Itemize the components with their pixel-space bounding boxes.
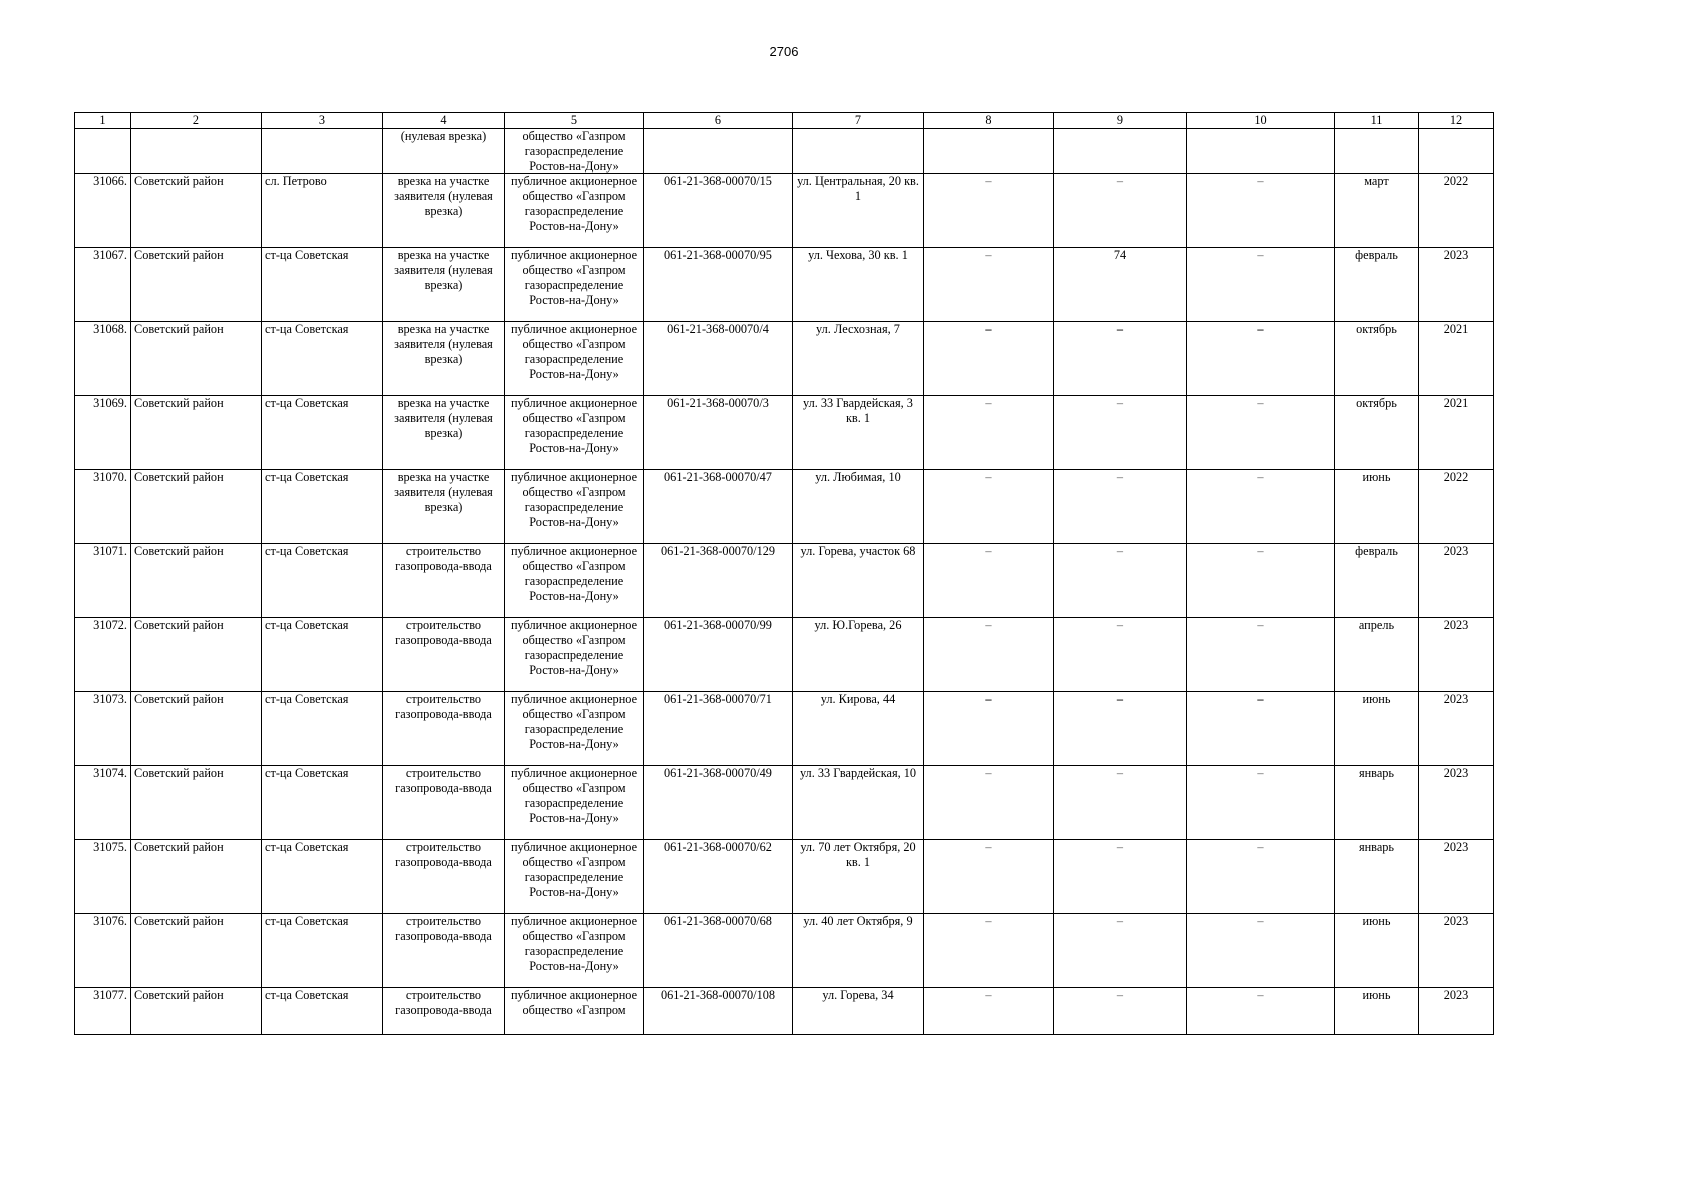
- column-number-12: 12: [1419, 113, 1494, 129]
- cell-col8: –: [924, 766, 1054, 840]
- cell-col9: 74: [1054, 248, 1187, 322]
- cell-col8: –: [924, 914, 1054, 988]
- table-body: [75, 129, 1494, 1035]
- cell-district: Советский район: [131, 988, 262, 1035]
- cell-col10: –: [1187, 544, 1335, 618]
- cell-year: 2023: [1419, 988, 1494, 1035]
- cell-col8: –: [924, 692, 1054, 766]
- cell-address: ул. 40 лет Октября, 9: [793, 914, 924, 988]
- cell-work: строительство газопровода-ввода: [383, 840, 505, 914]
- cell-org: публичное акционерное общество «Газпром: [505, 988, 644, 1035]
- cell-col8: –: [924, 544, 1054, 618]
- cell-locality: ст-ца Советская: [262, 692, 383, 766]
- column-number-4: 4: [383, 113, 505, 129]
- cell-num: 31072.: [75, 618, 131, 692]
- cell-code: 061-21-368-00070/15: [644, 174, 793, 248]
- cell-district: Советский район: [131, 322, 262, 396]
- cell-col10: [1187, 129, 1335, 174]
- cell-locality: ст-ца Советская: [262, 248, 383, 322]
- cell-num: 31074.: [75, 766, 131, 840]
- column-number-9: 9: [1054, 113, 1187, 129]
- column-number-5: 5: [505, 113, 644, 129]
- cell-month: июнь: [1335, 914, 1419, 988]
- cell-locality: ст-ца Советская: [262, 618, 383, 692]
- column-number-8: 8: [924, 113, 1054, 129]
- cell-org: публичное акционерное общество «Газпром газораспределение Ростов-на-Дону»: [505, 470, 644, 544]
- cell-col8: [924, 129, 1054, 174]
- cell-locality: ст-ца Советская: [262, 766, 383, 840]
- cell-address: ул. Лесхозная, 7: [793, 322, 924, 396]
- table-row: [75, 174, 1494, 248]
- table-row: [75, 692, 1494, 766]
- cell-district: Советский район: [131, 840, 262, 914]
- cell-work: строительство газопровода-ввода: [383, 544, 505, 618]
- cell-month: март: [1335, 174, 1419, 248]
- column-number-row: [75, 113, 1494, 129]
- cell-num: 31069.: [75, 396, 131, 470]
- cell-year: 2021: [1419, 396, 1494, 470]
- cell-code: 061-21-368-00070/4: [644, 322, 793, 396]
- cell-col10: –: [1187, 766, 1335, 840]
- cell-col10: –: [1187, 914, 1335, 988]
- cell-locality: ст-ца Советская: [262, 544, 383, 618]
- cell-district: Советский район: [131, 174, 262, 248]
- cell-col9: –: [1054, 692, 1187, 766]
- cell-col10: –: [1187, 692, 1335, 766]
- cell-col8: –: [924, 322, 1054, 396]
- cell-year: [1419, 129, 1494, 174]
- cell-org: публичное акционерное общество «Газпром газораспределение Ростов-на-Дону»: [505, 618, 644, 692]
- cell-year: 2023: [1419, 766, 1494, 840]
- cell-col9: –: [1054, 988, 1187, 1035]
- cell-address: ул. Любимая, 10: [793, 470, 924, 544]
- cell-col8: –: [924, 396, 1054, 470]
- table-row: [75, 322, 1494, 396]
- cell-address: ул. 70 лет Октября, 20 кв. 1: [793, 840, 924, 914]
- cell-locality: [262, 129, 383, 174]
- cell-col8: –: [924, 618, 1054, 692]
- column-number-11: 11: [1335, 113, 1419, 129]
- table-header: [75, 113, 1494, 129]
- page-number: 2706: [769, 44, 799, 59]
- cell-code: [644, 129, 793, 174]
- cell-year: 2022: [1419, 470, 1494, 544]
- cell-org: публичное акционерное общество «Газпром газораспределение Ростов-на-Дону»: [505, 766, 644, 840]
- cell-address: ул. Ю.Горева, 26: [793, 618, 924, 692]
- cell-col9: –: [1054, 766, 1187, 840]
- cell-month: январь: [1335, 840, 1419, 914]
- cell-work: строительство газопровода-ввода: [383, 914, 505, 988]
- cell-code: 061-21-368-00070/99: [644, 618, 793, 692]
- cell-locality: ст-ца Советская: [262, 988, 383, 1035]
- cell-address: ул. Центральная, 20 кв. 1: [793, 174, 924, 248]
- cell-col9: –: [1054, 470, 1187, 544]
- table-row: [75, 988, 1494, 1035]
- cell-col9: –: [1054, 914, 1187, 988]
- cell-code: 061-21-368-00070/3: [644, 396, 793, 470]
- cell-month: июнь: [1335, 988, 1419, 1035]
- cell-work: строительство газопровода-ввода: [383, 618, 505, 692]
- table-row: [75, 544, 1494, 618]
- cell-work: врезка на участке заявителя (нулевая врезка): [383, 470, 505, 544]
- column-number-2: 2: [131, 113, 262, 129]
- cell-num: 31066.: [75, 174, 131, 248]
- cell-year: 2023: [1419, 840, 1494, 914]
- cell-col10: –: [1187, 840, 1335, 914]
- cell-year: 2023: [1419, 248, 1494, 322]
- cell-col9: –: [1054, 322, 1187, 396]
- column-number-7: 7: [793, 113, 924, 129]
- cell-year: 2022: [1419, 174, 1494, 248]
- cell-month: октябрь: [1335, 396, 1419, 470]
- cell-org: общество «Газпром газораспределение Ростов-на-Дону»: [505, 129, 644, 174]
- cell-work: строительство газопровода-ввода: [383, 692, 505, 766]
- cell-locality: ст-ца Советская: [262, 322, 383, 396]
- cell-col8: –: [924, 840, 1054, 914]
- cell-work: врезка на участке заявителя (нулевая врезка): [383, 322, 505, 396]
- table-row: [75, 396, 1494, 470]
- cell-month: февраль: [1335, 248, 1419, 322]
- cell-year: 2023: [1419, 618, 1494, 692]
- cell-col8: –: [924, 248, 1054, 322]
- cell-num: 31073.: [75, 692, 131, 766]
- cell-code: 061-21-368-00070/62: [644, 840, 793, 914]
- table-row: [75, 248, 1494, 322]
- cell-work: (нулевая врезка): [383, 129, 505, 174]
- cell-locality: ст-ца Советская: [262, 840, 383, 914]
- column-number-10: 10: [1187, 113, 1335, 129]
- cell-col8: –: [924, 988, 1054, 1035]
- cell-col10: –: [1187, 322, 1335, 396]
- cell-year: 2023: [1419, 914, 1494, 988]
- cell-address: ул. 33 Гвардейская, 10: [793, 766, 924, 840]
- cell-col10: –: [1187, 618, 1335, 692]
- cell-col10: –: [1187, 396, 1335, 470]
- cell-month: июнь: [1335, 470, 1419, 544]
- cell-month: январь: [1335, 766, 1419, 840]
- cell-month: [1335, 129, 1419, 174]
- registry-table: [74, 112, 1494, 1035]
- cell-district: Советский район: [131, 544, 262, 618]
- cell-work: врезка на участке заявителя (нулевая врезка): [383, 396, 505, 470]
- cell-month: апрель: [1335, 618, 1419, 692]
- cell-num: 31067.: [75, 248, 131, 322]
- table-row: [75, 618, 1494, 692]
- cell-num: 31077.: [75, 988, 131, 1035]
- cell-code: 061-21-368-00070/129: [644, 544, 793, 618]
- cell-district: Советский район: [131, 914, 262, 988]
- cell-org: публичное акционерное общество «Газпром газораспределение Ростов-на-Дону»: [505, 692, 644, 766]
- cell-col9: –: [1054, 396, 1187, 470]
- cell-col9: –: [1054, 174, 1187, 248]
- cell-month: февраль: [1335, 544, 1419, 618]
- cell-code: 061-21-368-00070/108: [644, 988, 793, 1035]
- cell-org: публичное акционерное общество «Газпром газораспределение Ростов-на-Дону»: [505, 322, 644, 396]
- cell-address: [793, 129, 924, 174]
- cell-org: публичное акционерное общество «Газпром газораспределение Ростов-на-Дону»: [505, 174, 644, 248]
- cell-org: публичное акционерное общество «Газпром газораспределение Ростов-на-Дону»: [505, 544, 644, 618]
- cell-col10: –: [1187, 174, 1335, 248]
- cell-num: 31068.: [75, 322, 131, 396]
- cell-num: 31070.: [75, 470, 131, 544]
- cell-col10: –: [1187, 248, 1335, 322]
- cell-address: ул. Чехова, 30 кв. 1: [793, 248, 924, 322]
- continuation-row: [75, 129, 1494, 174]
- cell-num: 31076.: [75, 914, 131, 988]
- cell-locality: сл. Петрово: [262, 174, 383, 248]
- cell-district: Советский район: [131, 248, 262, 322]
- column-number-6: 6: [644, 113, 793, 129]
- cell-code: 061-21-368-00070/95: [644, 248, 793, 322]
- cell-num: [75, 129, 131, 174]
- cell-col9: –: [1054, 618, 1187, 692]
- cell-num: 31075.: [75, 840, 131, 914]
- cell-col9: [1054, 129, 1187, 174]
- cell-district: Советский район: [131, 692, 262, 766]
- cell-work: врезка на участке заявителя (нулевая врезка): [383, 248, 505, 322]
- table-row: [75, 766, 1494, 840]
- cell-district: Советский район: [131, 470, 262, 544]
- cell-col9: –: [1054, 544, 1187, 618]
- cell-locality: ст-ца Советская: [262, 914, 383, 988]
- cell-org: публичное акционерное общество «Газпром газораспределение Ростов-на-Дону»: [505, 914, 644, 988]
- cell-district: Советский район: [131, 766, 262, 840]
- cell-code: 061-21-368-00070/47: [644, 470, 793, 544]
- cell-district: [131, 129, 262, 174]
- cell-org: публичное акционерное общество «Газпром газораспределение Ростов-на-Дону»: [505, 248, 644, 322]
- table-row: [75, 914, 1494, 988]
- cell-org: публичное акционерное общество «Газпром газораспределение Ростов-на-Дону»: [505, 840, 644, 914]
- cell-num: 31071.: [75, 544, 131, 618]
- cell-col10: –: [1187, 988, 1335, 1035]
- cell-year: 2023: [1419, 544, 1494, 618]
- cell-col10: –: [1187, 470, 1335, 544]
- cell-address: ул. Горева, участок 68: [793, 544, 924, 618]
- column-number-1: 1: [75, 113, 131, 129]
- cell-work: строительство газопровода-ввода: [383, 766, 505, 840]
- cell-work: строительство газопровода-ввода: [383, 988, 505, 1035]
- cell-district: Советский район: [131, 396, 262, 470]
- cell-year: 2021: [1419, 322, 1494, 396]
- cell-district: Советский район: [131, 618, 262, 692]
- cell-code: 061-21-368-00070/71: [644, 692, 793, 766]
- cell-code: 061-21-368-00070/68: [644, 914, 793, 988]
- cell-locality: ст-ца Советская: [262, 470, 383, 544]
- column-number-3: 3: [262, 113, 383, 129]
- cell-month: октябрь: [1335, 322, 1419, 396]
- table-row: [75, 470, 1494, 544]
- table-row: [75, 840, 1494, 914]
- cell-col9: –: [1054, 840, 1187, 914]
- cell-year: 2023: [1419, 692, 1494, 766]
- cell-address: ул. Кирова, 44: [793, 692, 924, 766]
- cell-code: 061-21-368-00070/49: [644, 766, 793, 840]
- cell-locality: ст-ца Советская: [262, 396, 383, 470]
- cell-address: ул. Горева, 34: [793, 988, 924, 1035]
- cell-col8: –: [924, 470, 1054, 544]
- cell-month: июнь: [1335, 692, 1419, 766]
- cell-address: ул. 33 Гвардейская, 3 кв. 1: [793, 396, 924, 470]
- cell-work: врезка на участке заявителя (нулевая врезка): [383, 174, 505, 248]
- cell-col8: –: [924, 174, 1054, 248]
- cell-org: публичное акционерное общество «Газпром газораспределение Ростов-на-Дону»: [505, 396, 644, 470]
